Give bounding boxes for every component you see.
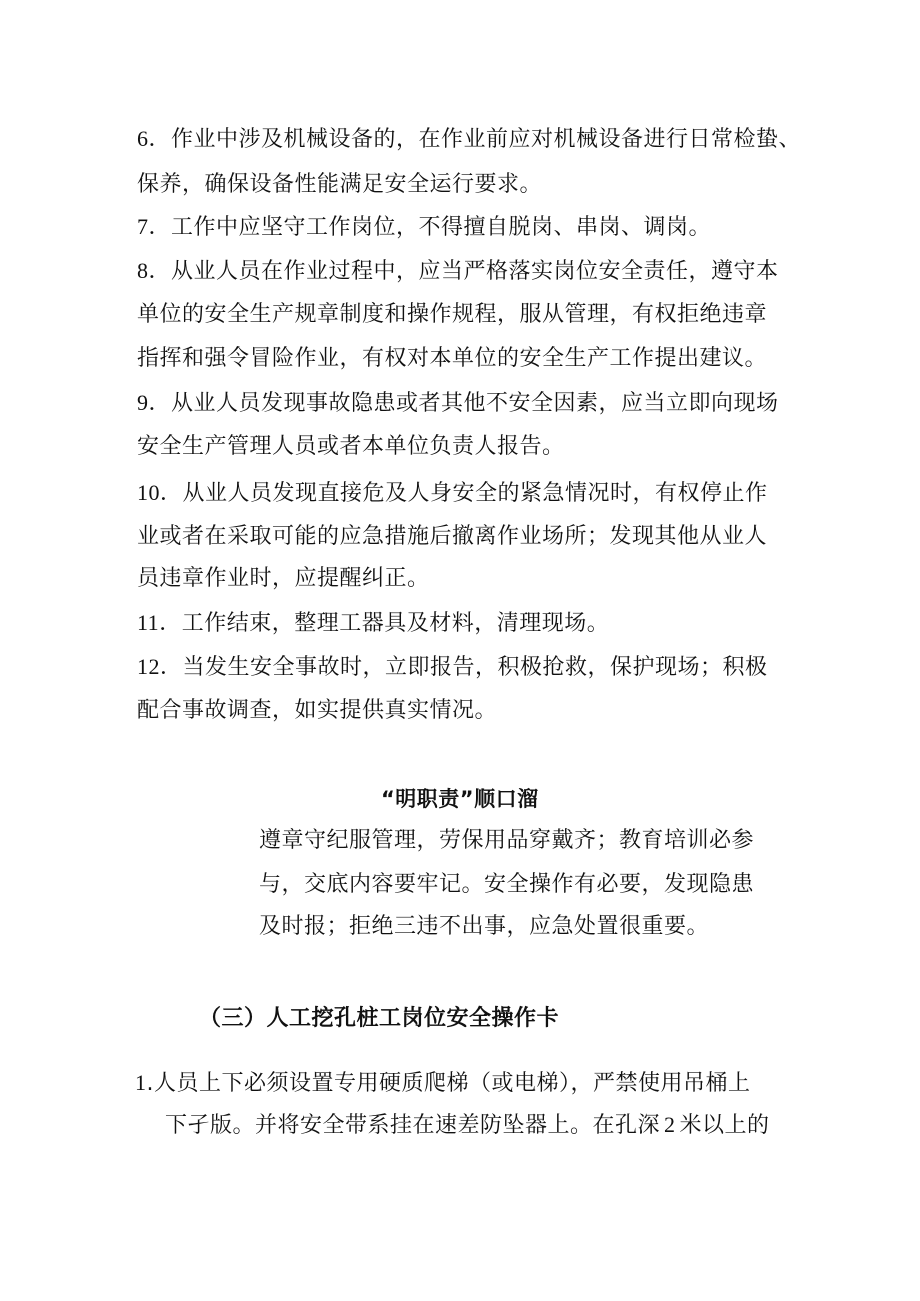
section-heading: （三）人工挖孔桩工岗位安全操作卡 bbox=[199, 1006, 560, 1031]
jingle-title: “明职责”顺口溜 bbox=[381, 787, 539, 811]
list-item-number: 7 bbox=[137, 214, 149, 239]
list-item-text: .人员上下必须设置专用硬质爬梯（或电梯），严禁使用吊桶上 bbox=[146, 1071, 751, 1096]
list-item-10-line-1 bbox=[137, 479, 768, 508]
list-item-6-line-1 bbox=[137, 125, 801, 154]
list-item-10-line-2: 业或者在采取可能的应急措施后撤离作业场所；发现其他从业人 bbox=[137, 524, 768, 549]
list-item-9-line-1 bbox=[137, 389, 779, 418]
section-item-1-line-1 bbox=[135, 1069, 751, 1098]
list-item-8-line-3: 指挥和强令冒险作业，有权对本单位的安全生产工作提出建议。 bbox=[137, 346, 768, 371]
list-item-text: ．工作结束，整理工器具及材料，清理现场。 bbox=[159, 611, 610, 636]
list-item-8-line-1 bbox=[137, 257, 779, 286]
jingle-line: 与，交底内容要牢记。安全操作有必要，发现隐患 bbox=[259, 872, 755, 897]
list-item-9-line-2: 安全生产管理人员或者本单位负责人报告。 bbox=[137, 434, 565, 459]
list-item-text: 米以上的 bbox=[679, 1113, 770, 1138]
jingle-line: 遵章守纪服管理，劳保用品穿戴齐；教育培训必参 bbox=[259, 828, 755, 853]
list-item-11-line-1 bbox=[137, 609, 609, 638]
list-item-number: 10 bbox=[137, 480, 160, 505]
section-item-1-line-2 bbox=[165, 1111, 770, 1140]
list-item-7-line-1 bbox=[137, 213, 711, 242]
list-item-text: ．从业人员发现直接危及人身安全的紧急情况时，有权停止作 bbox=[160, 481, 768, 506]
list-item-text: ．当发生安全事故时，立即报告，积极抢救，保护现场；积极 bbox=[160, 655, 768, 680]
list-item-number: 9 bbox=[137, 390, 149, 415]
list-item-text: ．工作中应坚守工作岗位，不得擅自脱岗、串岗、调岗。 bbox=[148, 215, 712, 240]
list-item-number: 1 bbox=[135, 1070, 147, 1095]
list-item-text: ．作业中涉及机械设备的，在作业前应对机械设备进行日常检蛰、 bbox=[148, 127, 802, 152]
list-item-6-line-2: 保养，确保设备性能满足安全运行要求。 bbox=[137, 172, 543, 197]
list-item-number: 12 bbox=[137, 654, 160, 679]
list-item-12-line-2: 配合事故调查，如实提供真实情况。 bbox=[137, 698, 498, 723]
list-item-8-line-2: 单位的安全生产规章制度和操作规程，服从管理，有权拒绝违章 bbox=[137, 302, 768, 327]
list-item-text: ．从业人员发现事故隐患或者其他不安全因素，应当立即向现场 bbox=[148, 391, 779, 416]
list-item-number: 8 bbox=[137, 258, 149, 283]
list-item-number: 11 bbox=[137, 610, 160, 635]
depth-number: 2 bbox=[664, 1112, 676, 1137]
list-item-10-line-3: 员违章作业时，应提醒纠正。 bbox=[137, 566, 430, 591]
list-item-text: 下孑版。并将安全带系挂在速差防坠器上。在孔深 bbox=[165, 1113, 661, 1138]
list-item-number: 6 bbox=[137, 126, 149, 151]
list-item-12-line-1 bbox=[137, 653, 768, 682]
jingle-line: 及时报；拒绝三违不出事，应急处置很重要。 bbox=[259, 914, 710, 939]
list-item-text: ．从业人员在作业过程中，应当严格落实岗位安全责任，遵守本 bbox=[148, 259, 779, 284]
